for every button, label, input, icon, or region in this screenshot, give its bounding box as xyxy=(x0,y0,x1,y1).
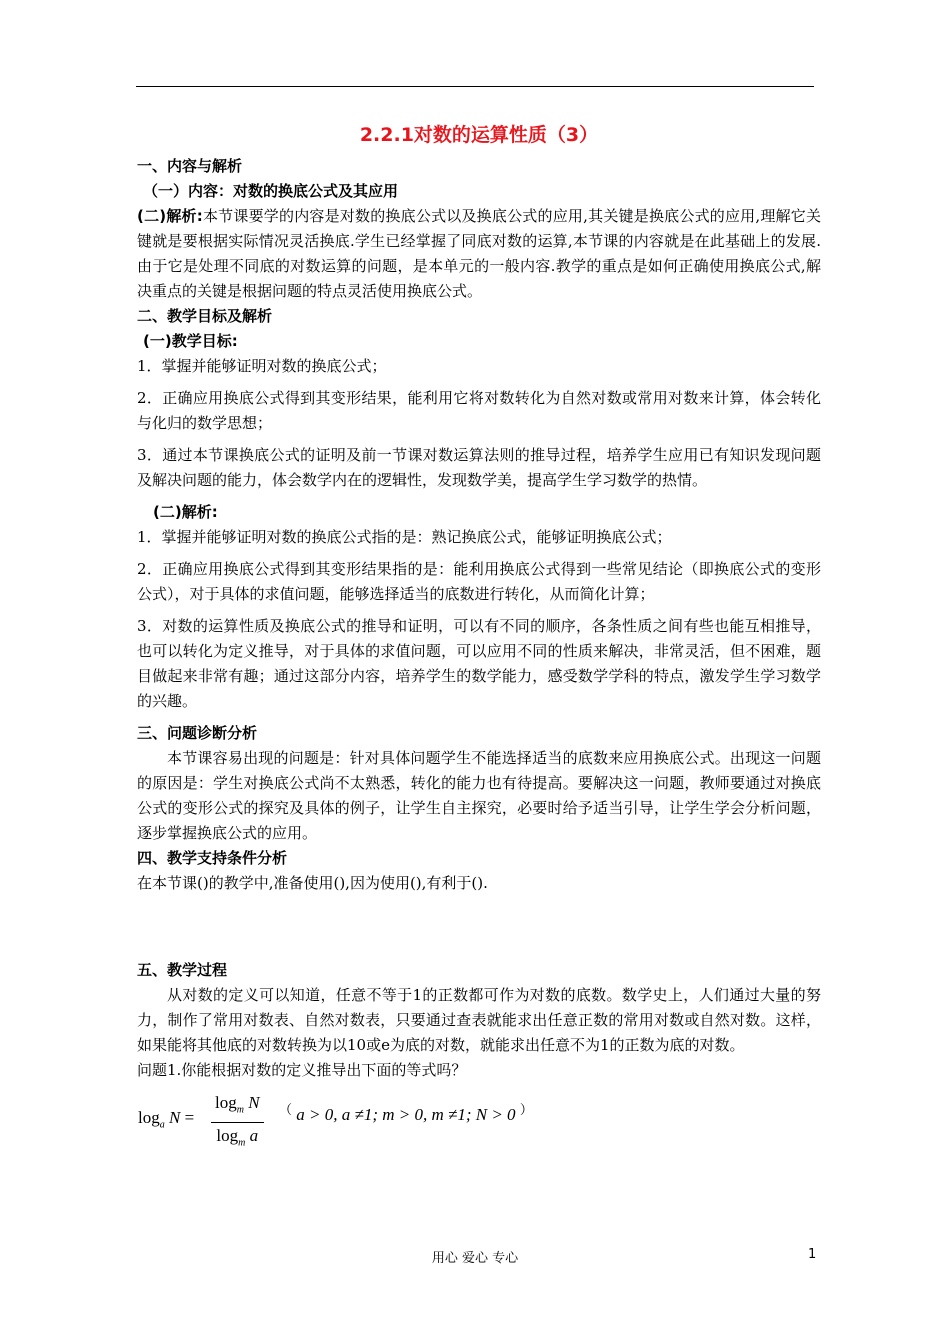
formula-log: log xyxy=(216,1126,239,1146)
formula-denominator xyxy=(211,1122,264,1156)
header-rule xyxy=(136,86,814,87)
formula-condition-text: a > 0, a ≠1; m > 0, m ≠1; N > 0 xyxy=(296,1105,516,1124)
goal-item: 3．通过本节课换底公式的证明及前一节课对数运算法则的推导过程，培养学生应用已有知识发现问题及解决问题的能力，体会数学内在的逻辑性，发现数学美，提高学生学习数学的热情。 xyxy=(137,446,821,489)
goal-item: 1．掌握并能够证明对数的换底公式； xyxy=(137,357,387,375)
analysis-item: 1．掌握并能够证明对数的换底公式指的是：熟记换底公式，能够证明换底公式； xyxy=(137,528,672,546)
section-1-heading: 一、内容与解析 xyxy=(137,157,243,175)
page-number: 1 xyxy=(808,1247,817,1262)
formula-base: m xyxy=(236,1104,244,1116)
section-1-analysis xyxy=(137,204,821,304)
section-4-text: 在本节课()的教学中,准备使用(),因为使用(),有利于(). xyxy=(137,874,488,892)
page-title: 2.2.1对数的运算性质（3） xyxy=(359,124,599,146)
section-1-analysis-text: 本节课要学的内容是对数的换底公式以及换底公式的应用,其关键是换底公式的应用,理解它关键就是要根据实际情况灵活换底.学生已经掌握了同底对数的运算,本节课的内容就是在此基础上的发展.由于它是处理不同底的对数运算的问题，是本单元的一般内容.教学的重点是如何正确使用换底公式,解决重点的关键是根据问题的特点灵活使用换底公式。 xyxy=(137,207,821,300)
formula-variable: N xyxy=(248,1093,260,1112)
formula-log: log xyxy=(138,1108,160,1127)
formula-paren: ） xyxy=(519,1102,533,1117)
section-4-heading: 四、教学支持条件分析 xyxy=(137,849,288,867)
section-5-heading: 五、教学过程 xyxy=(137,961,228,979)
formula-variable: N xyxy=(168,1108,181,1127)
analysis-item: 3．对数的运算性质及换底公式的推导和证明，可以有不同的顺序，各条性质之间有些也能互相推导，也可以转化为定义推导，对于具体的求值问题，可以应用不同的性质来解决，非常灵活，但不困难，题目做起来非常有趣；通过这部分内容，培养学生的数学能力，感受数学学科的特点，激发学生学习数学的兴趣。 xyxy=(137,617,821,710)
section-3-text: 本节课容易出现的问题是：针对具体问题学生不能选择适当的底数来应用换底公式。出现这一问题的原因是：学生对换底公式尚不太熟悉，转化的能力也有待提高。要解决这一问题，教师要通过对换底公式的变形公式的探究及具体的例子，让学生自主探究，必要时给予适当引导，让学生学会分析问题，逐步掌握换底公式的应用。 xyxy=(137,749,821,842)
section-3-heading: 三、问题诊断分析 xyxy=(137,724,258,742)
formula-fraction xyxy=(211,1091,264,1157)
formula-condition xyxy=(279,1097,533,1127)
footer-motto: 用心 爱心 专心 xyxy=(431,1251,519,1266)
document-body xyxy=(137,120,821,1147)
formula-paren: （ xyxy=(279,1102,293,1117)
goal-item: 2．正确应用换底公式得到其变形结果，能利用它将对数转化为自然对数或常用对数来计算，体会转化与化归的数学思想； xyxy=(137,389,821,432)
analysis-item: 2．正确应用换底公式得到其变形结果指的是：能利用换底公式得到一些常见结论（即换底公式的变形公式），对于具体的求值问题，能够选择适当的底数进行转化，从而简化计算； xyxy=(137,560,821,603)
section-2-goals-label: (一)教学目标: xyxy=(143,332,238,350)
section-1-content-label: （一）内容：对数的换底公式及其应用 xyxy=(143,182,399,200)
formula-base: m xyxy=(238,1137,246,1149)
section-5-text: 从对数的定义可以知道，任意不等于1的正数都可作为对数的底数。数学史上，人们通过大量的努力，制作了常用对数表、自然对数表，只要通过查表就能求出任意正数的常用对数或自然对数。这样，如果能将其他底的对数转换为以10或e为底的对数，就能求出任意不为1的正数为底的对数。 xyxy=(137,986,821,1054)
section-2-analysis-label: (二)解析: xyxy=(153,503,218,521)
formula-base: a xyxy=(159,1119,165,1131)
question-1: 问题1.你能根据对数的定义推导出下面的等式吗？ xyxy=(137,1061,467,1079)
section-1-analysis-label: (二)解析: xyxy=(137,207,203,225)
formula-variable: a xyxy=(249,1126,259,1146)
formula-log: log xyxy=(215,1093,237,1112)
change-of-base-formula xyxy=(137,1091,821,1147)
section-2-heading: 二、教学目标及解析 xyxy=(137,307,273,325)
formula-equals: = xyxy=(184,1108,195,1127)
formula-lhs xyxy=(138,1105,194,1137)
formula-numerator xyxy=(211,1091,264,1122)
